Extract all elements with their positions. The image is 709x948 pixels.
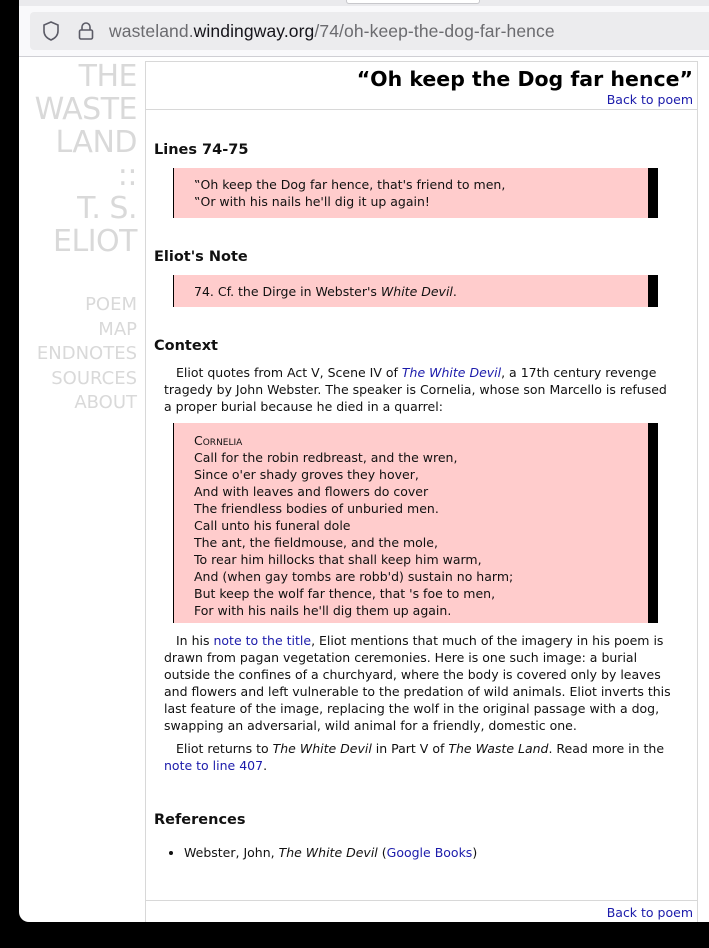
sidebar — [19, 60, 137, 416]
browser-toolbar — [19, 0, 709, 56]
page-title: “Oh keep the Dog far hence” — [356, 67, 693, 91]
reference-item: • Webster, John, The White Devil (Google Books) — [184, 844, 477, 861]
nav-map[interactable]: MAP — [98, 318, 137, 340]
context-paragraph: In his note to the title, Eliot mentions that much of the imagery in his poem is drawn from pagan vegetation ceremonies. Here is one such image: a burial outside the confines of a churchyard, where the body is covered only by leaves and flowers and left vulnerable to the predation of wild animals. Eliot inverts this last feature of the image, replacing the wolf in the original passage with a dog, swapping an adversarial, wild animal for a friendly, domestic one. — [164, 633, 671, 733]
lock-icon[interactable] — [75, 20, 97, 42]
google-books-link[interactable]: Google Books — [386, 845, 473, 860]
note-to-line-407-link[interactable]: note to line 407 — [164, 758, 264, 773]
nav-endnotes[interactable]: ENDNOTES — [36, 343, 137, 364]
dirge-line: To rear him hillocks that shall keep him warm, — [194, 552, 482, 567]
address-bar[interactable] — [30, 12, 709, 50]
back-to-poem-link[interactable]: Back to poem — [606, 92, 693, 107]
url-text[interactable]: wasteland.windingway.org/74/oh-keep-the-dog-far-hence — [109, 20, 555, 41]
dirge-line: Since o'er shady groves they hover, — [194, 467, 419, 482]
white-devil-link[interactable]: The White Devil — [401, 365, 502, 380]
page-header — [146, 62, 697, 110]
toolbar-divider — [19, 56, 709, 57]
nav-poem[interactable]: POEM — [85, 294, 137, 315]
page-footer — [146, 900, 697, 922]
lines-heading: Lines 74-75 — [154, 142, 249, 158]
eliots-note-heading: Eliot's Note — [154, 249, 248, 265]
site-title[interactable]: THE WASTE LAND :: T. S. ELIOT — [34, 59, 137, 259]
note-to-title-link[interactable]: note to the title — [213, 633, 312, 648]
browser-window — [19, 0, 709, 922]
context-heading: Context — [154, 338, 218, 354]
eliots-note-block: 74. Cf. the Dirge in Webster's White Devil. — [173, 275, 658, 307]
context-paragraph: Eliot quotes from Act V, Scene IV of The White Devil, a 17th century revenge tragedy by John Webster. The speaker is Cornelia, whose son Marcello is refused a proper burial because he died in a quarrel: — [164, 365, 667, 414]
active-tab[interactable] — [346, 0, 480, 4]
sidebar-nav — [19, 293, 137, 416]
quote-line: ‟Oh keep the Dog far hence, that's friend to men, — [194, 177, 506, 192]
references-heading: References — [154, 812, 246, 828]
dirge-quote-block — [173, 423, 658, 623]
dirge-line: And (when gay tombs are robb'd) sustain no harm; — [194, 569, 514, 584]
dirge-line: And with leaves and flowers do cover — [194, 484, 429, 499]
quote-line: ‟Or with his nails he'll dig it up again! — [194, 194, 430, 209]
lines-quote-block — [173, 168, 658, 218]
dirge-line: The friendless bodies of unburied men. — [194, 501, 439, 516]
main-content — [145, 61, 698, 922]
dirge-line: Call unto his funeral dole — [194, 518, 351, 533]
dirge-line: Call for the robin redbreast, and the wren, — [194, 450, 458, 465]
references-list — [166, 844, 477, 861]
dirge-line: The ant, the fieldmouse, and the mole, — [194, 535, 438, 550]
shield-icon[interactable] — [40, 20, 62, 42]
dirge-line: For with his nails he'll dig them up again. — [194, 603, 452, 618]
dirge-line: But keep the wolf far thence, that 's foe to men, — [194, 586, 496, 601]
footer-back-to-poem-link[interactable]: Back to poem — [606, 905, 693, 920]
nav-sources[interactable]: SOURCES — [51, 367, 137, 389]
speaker-name: Cornelia — [194, 433, 243, 448]
context-paragraph: Eliot returns to The White Devil in Part V of The Waste Land. Read more in the note to line 407. — [164, 741, 665, 773]
nav-about[interactable]: ABOUT — [74, 392, 137, 413]
